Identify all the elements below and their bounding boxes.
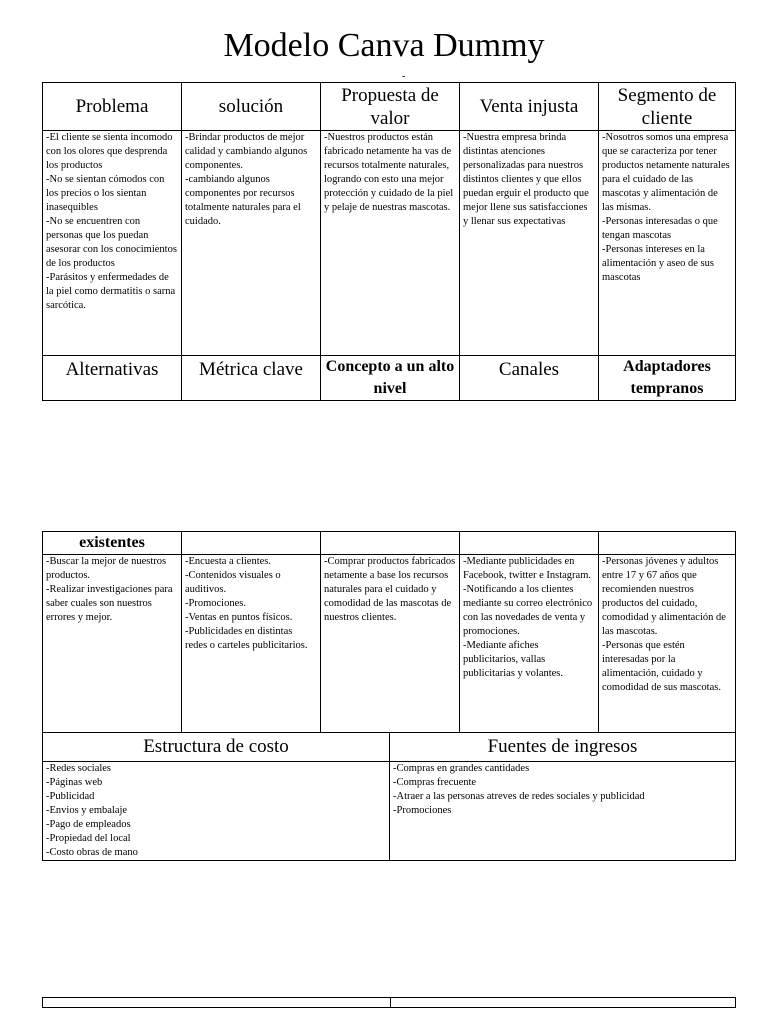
header-estructura-costo: Estructura de costo <box>43 733 390 762</box>
cell-line: -Mediante publicidades en Facebook, twitter e Instagram. <box>463 556 591 581</box>
stray-mark: - <box>402 71 406 82</box>
cell-problema <box>43 131 182 356</box>
cost-item: -Publicidad <box>46 791 95 802</box>
header-venta-injusta: Venta injusta <box>460 83 599 131</box>
cell-solucion <box>182 131 321 356</box>
cell-line: -Personas jóvenes y adultos entre 17 y 67 años que recomienden nuestros productos del cuidado, comodidad y alimentación de las mascotas. <box>602 556 726 637</box>
cost-item: -Redes sociales <box>46 763 112 774</box>
header-propuesta-valor: Propuesta de valor <box>321 83 460 131</box>
page-title: Modelo Canva Dummy <box>223 27 545 64</box>
cell-venta-injusta <box>460 131 599 356</box>
cell-line: -Personas interesadas o que tengan mascotas <box>602 216 718 241</box>
header-empty <box>321 532 460 555</box>
cell-segmento-cliente <box>599 131 736 356</box>
header-fuentes-ingresos: Fuentes de ingresos <box>390 733 736 762</box>
cell-line: -Brindar productos de mejor calidad y cambiando algunos componentes. <box>185 132 308 171</box>
cell-line: -Comprar productos fabricados netamente a base los recursos naturales para el cuidado y comodidad de las mascotas de nuestros clientes. <box>324 556 456 623</box>
cell-concepto-alto-nivel <box>321 555 460 733</box>
header-empty <box>460 532 599 555</box>
cell-adaptadores-tempranos <box>599 555 736 733</box>
cost-item: -Páginas web <box>46 777 103 788</box>
cell-line: -Parásitos y enfermedades de la piel como dermatitis o sarna sarcótica. <box>46 272 176 311</box>
cell-metrica-clave <box>182 555 321 733</box>
revenue-item: -Promociones <box>393 805 452 816</box>
cell-line: -Promociones. <box>185 598 246 609</box>
empty-cell <box>391 998 736 1008</box>
header-solucion: solución <box>182 83 321 131</box>
cell-propuesta-valor <box>321 131 460 356</box>
cell-line: -Nuestra empresa brinda distintas atenciones personalizadas para nuestros distintos clientes y que ellos puedan erguir el producto que mejor llene sus satisfacciones y llenar sus expectativas <box>463 132 589 227</box>
cell-line: -Nuestros productos están fabricado netamente ha vas de recursos totalmente naturales, logrando con esto una mejor protección y cuidado de la piel y pelaje de nuestras mascotas. <box>324 132 454 213</box>
cost-item: -Envios y embalaje <box>46 805 128 816</box>
cell-line: -No se sientan cómodos con los precios o los sientan inasequibles <box>46 174 165 213</box>
cell-line: -Buscar la mejor de nuestros productos. <box>46 556 167 581</box>
footer-alternativas: Alternativas <box>43 356 182 401</box>
header-problema: Problema <box>43 83 182 131</box>
cell-line: -Encuesta a clientes. <box>185 556 271 567</box>
revenue-item: -Atraer a las personas atreves de redes sociales y publicidad <box>393 791 645 802</box>
cell-line: -cambiando algunos componentes por recursos totalmente naturales para el cuidado. <box>185 174 301 227</box>
cell-line: -Ventas en puntos físicos. <box>185 612 293 623</box>
empty-cell <box>43 998 391 1008</box>
revenue-item: -Compras frecuente <box>393 777 477 788</box>
canvas-table-bottom <box>42 531 736 861</box>
footer-concepto-alto-nivel: Concepto a un alto nivel <box>321 356 460 401</box>
cost-item: -Pago de empleados <box>46 819 131 830</box>
cost-item: -Costo obras de mano <box>46 847 138 858</box>
cell-line: -El cliente se sienta incomodo con los olores que desprenda los productos <box>46 132 173 171</box>
cell-line: -No se encuentren con personas que los puedan asesorar con los conocimientos de los productos <box>46 216 177 269</box>
cell-line: -Nosotros somos una empresa que se caracteriza por tener productos netamente naturales para el cuidado de las mascotas y alimentación de las mismas. <box>602 132 730 213</box>
cell-estructura-costo <box>43 762 390 861</box>
footer-metrica-clave: Métrica clave <box>182 356 321 401</box>
header-segmento-cliente: Segmento de cliente <box>599 83 736 131</box>
canvas-table-top <box>42 82 736 401</box>
canvas-table-tail <box>42 997 736 1008</box>
footer-adaptadores-tempranos: Adaptadores tempranos <box>599 356 736 401</box>
cost-item: -Propiedad del local <box>46 833 131 844</box>
header-empty <box>599 532 736 555</box>
cell-line: -Personas intereses en la alimentación y aseo de sus mascotas <box>602 244 714 283</box>
cell-fuentes-ingresos <box>390 762 736 861</box>
cell-line: -Personas que estén interesadas por la alimentación, cuidado y comodidad de sus mascotas. <box>602 640 721 693</box>
cell-line: -Mediante afiches publicitarios, vallas publicitarias y volantes. <box>463 640 564 679</box>
cell-alternativas <box>43 555 182 733</box>
header-existentes: existentes <box>43 532 182 555</box>
cell-line: -Publicidades en distintas redes o carteles publicitarios. <box>185 626 308 651</box>
cell-canales <box>460 555 599 733</box>
revenue-item: -Compras en grandes cantidades <box>393 763 530 774</box>
cell-line: -Realizar investigaciones para saber cuales son nuestros errores y mejor. <box>46 584 173 623</box>
cell-line: -Notificando a los clientes mediante su correo electrónico con las novedades de venta y promociones. <box>463 584 593 637</box>
cell-line: -Contenidos visuales o auditivos. <box>185 570 281 595</box>
header-empty <box>182 532 321 555</box>
footer-canales: Canales <box>460 356 599 401</box>
